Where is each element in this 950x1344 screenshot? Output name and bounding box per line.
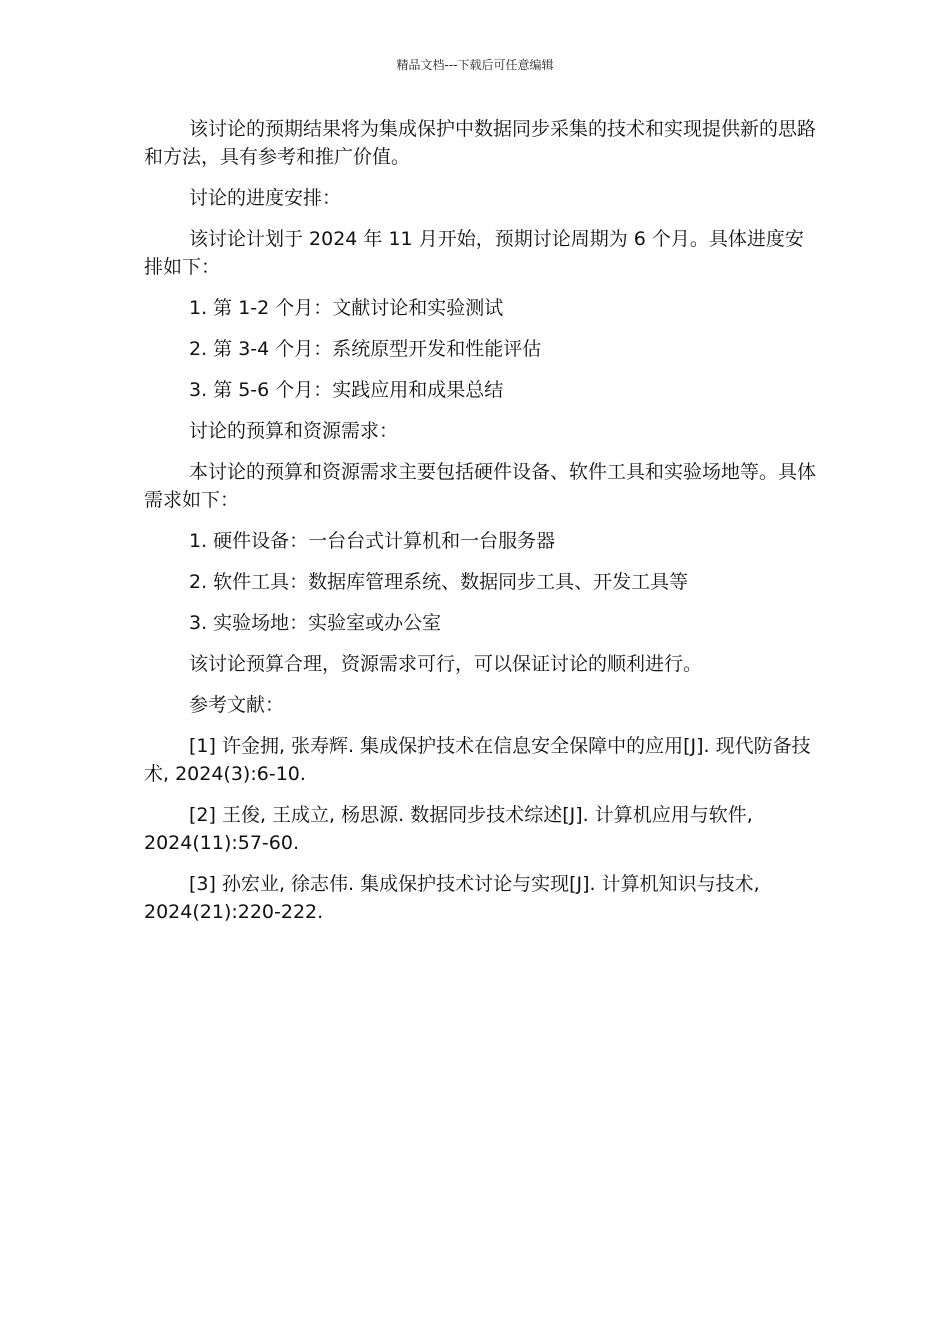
budget-item-2: 2. 软件工具：数据库管理系统、数据同步工具、开发工具等 [189, 571, 689, 593]
reference-1: [1] 许金拥, 张寿辉. 集成保护技术在信息安全保障中的应用[J]. 现代防备技术, 2024(3):6-10. [144, 735, 811, 785]
reference-3: [3] 孙宏业, 徐志伟. 集成保护技术讨论与实现[J]. 计算机知识与技术, 2024(21):220-222. [144, 873, 760, 923]
heading-schedule: 讨论的进度安排： [189, 187, 342, 209]
heading-references: 参考文献： [189, 694, 285, 716]
paragraph-expected-results: 该讨论的预期结果将为集成保护中数据同步采集的技术和实现提供新的思路和方法，具有参考和推广价值。 [144, 118, 817, 168]
schedule-item-1: 1. 第 1-2 个月：文献讨论和实验测试 [189, 297, 504, 319]
budget-item-1: 1. 硬件设备：一台台式计算机和一台服务器 [189, 530, 556, 552]
schedule-item-2: 2. 第 3-4 个月：系统原型开发和性能评估 [189, 338, 542, 360]
document-body [144, 115, 816, 939]
heading-budget: 讨论的预算和资源需求： [189, 420, 399, 442]
budget-item-3: 3. 实验场地：实验室或办公室 [189, 612, 442, 634]
reference-2: [2] 王俊, 王成立, 杨思源. 数据同步技术综述[J]. 计算机应用与软件, 2024(11):57-60. [144, 804, 753, 854]
paragraph-budget-summary: 该讨论预算合理，资源需求可行，可以保证讨论的顺利进行。 [189, 653, 703, 675]
schedule-item-3: 3. 第 5-6 个月：实践应用和成果总结 [189, 379, 504, 401]
paragraph-budget: 本讨论的预算和资源需求主要包括硬件设备、软件工具和实验场地等。具体需求如下： [144, 461, 817, 511]
paragraph-schedule: 该讨论计划于 2024 年 11 月开始，预期讨论周期为 6 个月。具体进度安排如下： [144, 228, 804, 278]
page-header: 精品文档---下载后可任意编辑 [396, 58, 554, 72]
